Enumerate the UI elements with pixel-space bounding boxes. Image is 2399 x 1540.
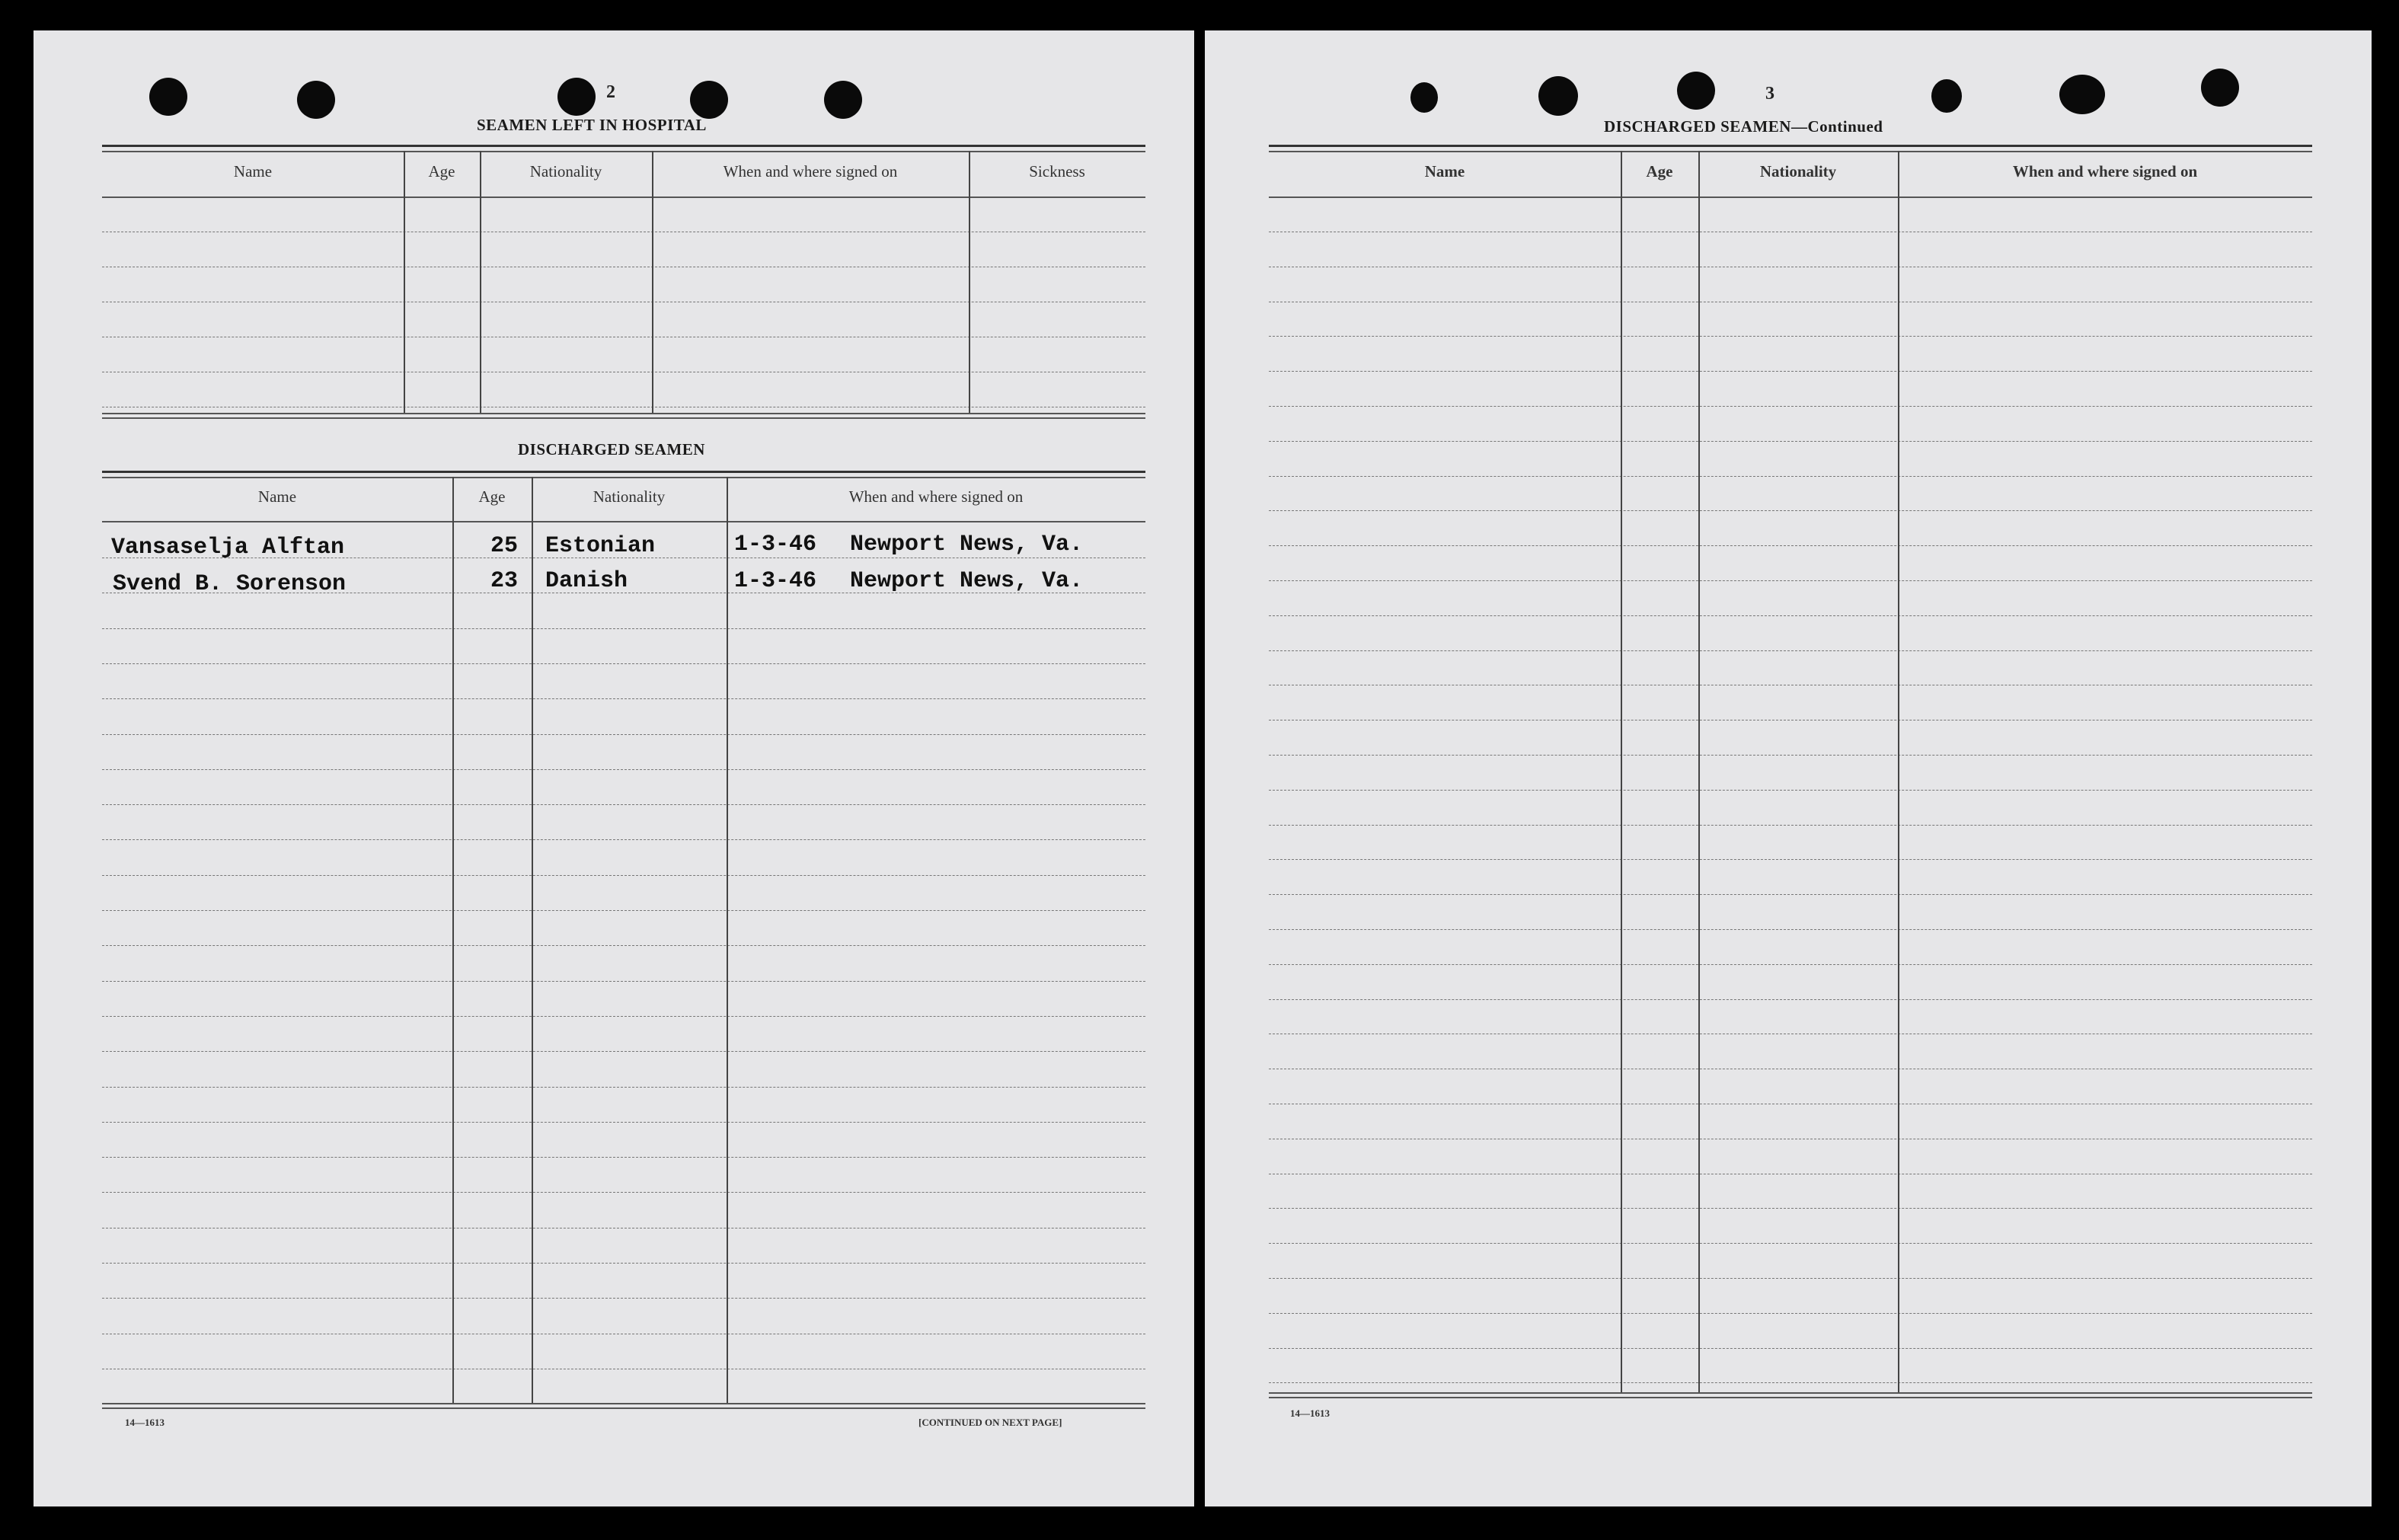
row-line bbox=[1269, 790, 2312, 791]
row-line bbox=[102, 734, 1145, 735]
title-main: DISCHARGED SEAMEN bbox=[1604, 117, 1791, 136]
column-header-name: Name bbox=[233, 162, 273, 181]
table-bottom-rule bbox=[102, 417, 1145, 419]
table-bottom-rule bbox=[102, 1407, 1145, 1409]
right-page bbox=[1205, 30, 2372, 1506]
punch-hole bbox=[2201, 69, 2239, 107]
punch-hole bbox=[1410, 82, 1438, 113]
column-divider bbox=[452, 477, 454, 1403]
column-header-name: Name bbox=[1424, 162, 1465, 181]
row-line bbox=[1269, 1348, 2312, 1349]
column-header-age: Age bbox=[478, 487, 506, 506]
row-line bbox=[102, 663, 1145, 664]
column-header-name: Name bbox=[257, 487, 297, 506]
column-header-age: Age bbox=[428, 162, 455, 181]
left-page bbox=[34, 30, 1194, 1506]
row-line bbox=[1269, 1313, 2312, 1314]
column-header-signed-on: When and where signed on bbox=[848, 487, 1024, 506]
punch-hole bbox=[1538, 76, 1578, 116]
row-line bbox=[1269, 371, 2312, 372]
column-divider bbox=[969, 151, 970, 413]
column-divider bbox=[652, 151, 653, 413]
column-header-nationality: Nationality bbox=[593, 487, 666, 506]
row-line bbox=[1269, 1243, 2312, 1244]
column-divider bbox=[1698, 151, 1700, 1392]
column-header-age: Age bbox=[1646, 162, 1673, 181]
page-number: 2 bbox=[606, 82, 615, 102]
column-header-sickness: Sickness bbox=[1029, 162, 1085, 181]
row-line bbox=[1269, 1208, 2312, 1209]
punch-hole bbox=[690, 81, 728, 119]
row-line bbox=[102, 698, 1145, 699]
table-top-rule bbox=[1269, 151, 2312, 152]
signed-on-date: 1-3-46 bbox=[734, 568, 817, 594]
row-line bbox=[102, 1051, 1145, 1052]
row-line bbox=[1269, 755, 2312, 756]
row-line bbox=[1269, 441, 2312, 442]
row-line bbox=[1269, 580, 2312, 581]
seaman-age: 23 bbox=[490, 568, 519, 594]
punch-hole bbox=[149, 78, 187, 116]
row-line bbox=[102, 1016, 1145, 1017]
table-bottom-rule bbox=[1269, 1392, 2312, 1394]
punch-hole bbox=[2059, 75, 2105, 114]
discharged-continued-title bbox=[1604, 117, 1883, 136]
hospital-section-title: SEAMEN LEFT IN HOSPITAL bbox=[477, 116, 707, 134]
row-line bbox=[1269, 406, 2312, 407]
table-top-rule bbox=[102, 145, 1145, 147]
table-bottom-rule bbox=[1269, 1397, 2312, 1398]
row-line bbox=[1269, 929, 2312, 930]
seaman-nationality: Estonian bbox=[545, 533, 656, 559]
row-line bbox=[102, 1157, 1145, 1158]
row-line bbox=[102, 910, 1145, 911]
column-header-signed-on: When and where signed on bbox=[723, 162, 898, 181]
row-line bbox=[1269, 859, 2312, 860]
row-line bbox=[1269, 650, 2312, 651]
discharged-section-title: DISCHARGED SEAMEN bbox=[518, 440, 705, 458]
column-header-nationality: Nationality bbox=[529, 162, 602, 181]
seaman-name: Svend B. Sorenson bbox=[113, 571, 347, 597]
column-divider bbox=[532, 477, 533, 1403]
header-rule bbox=[1269, 196, 2312, 198]
table-bottom-rule bbox=[102, 413, 1145, 414]
punch-hole bbox=[824, 81, 862, 119]
column-divider bbox=[404, 151, 405, 413]
row-line bbox=[102, 981, 1145, 982]
row-line bbox=[102, 1263, 1145, 1264]
row-line bbox=[102, 945, 1145, 946]
table-bottom-rule bbox=[102, 1403, 1145, 1404]
row-line bbox=[1269, 999, 2312, 1000]
row-line bbox=[1269, 615, 2312, 616]
seaman-age: 25 bbox=[490, 533, 519, 559]
row-line bbox=[102, 1192, 1145, 1193]
table-top-rule bbox=[1269, 145, 2312, 147]
column-divider bbox=[1898, 151, 1899, 1392]
row-line bbox=[102, 628, 1145, 629]
column-header-signed-on: When and where signed on bbox=[2012, 162, 2198, 181]
column-divider bbox=[727, 477, 728, 1403]
table-top-rule bbox=[102, 471, 1145, 473]
punch-hole bbox=[297, 81, 335, 119]
signed-on-date: 1-3-46 bbox=[734, 532, 817, 558]
signed-on-place: Newport News, Va. bbox=[850, 568, 1084, 594]
row-line bbox=[1269, 1382, 2312, 1383]
title-suffix: —Continued bbox=[1790, 117, 1883, 136]
row-line bbox=[1269, 1278, 2312, 1279]
row-line bbox=[102, 804, 1145, 805]
page-number: 3 bbox=[1765, 84, 1774, 104]
continued-note: [CONTINUED ON NEXT PAGE] bbox=[918, 1417, 1062, 1428]
table-top-rule bbox=[102, 477, 1145, 478]
row-line bbox=[1269, 545, 2312, 546]
form-number: 14—1613 bbox=[1290, 1407, 1330, 1419]
table-top-rule bbox=[102, 151, 1145, 152]
row-line bbox=[1269, 964, 2312, 965]
row-line bbox=[1269, 476, 2312, 477]
form-number: 14—1613 bbox=[125, 1417, 165, 1428]
punch-hole bbox=[557, 78, 596, 116]
column-divider bbox=[1621, 151, 1622, 1392]
column-header-nationality: Nationality bbox=[1759, 162, 1837, 181]
row-line bbox=[102, 769, 1145, 770]
row-line bbox=[1269, 510, 2312, 511]
row-line bbox=[102, 1298, 1145, 1299]
row-line bbox=[102, 839, 1145, 840]
seaman-name: Vansaselja Alftan bbox=[111, 535, 345, 561]
row-line bbox=[102, 1122, 1145, 1123]
header-rule bbox=[102, 196, 1145, 198]
column-divider bbox=[480, 151, 481, 413]
punch-hole bbox=[1931, 79, 1962, 113]
row-line bbox=[102, 1087, 1145, 1088]
row-line bbox=[1269, 894, 2312, 895]
punch-hole bbox=[1677, 72, 1715, 110]
row-line bbox=[1269, 336, 2312, 337]
header-rule bbox=[102, 521, 1145, 522]
row-line bbox=[102, 875, 1145, 876]
signed-on-place: Newport News, Va. bbox=[850, 532, 1084, 558]
seaman-nationality: Danish bbox=[545, 568, 628, 594]
row-line bbox=[1269, 825, 2312, 826]
